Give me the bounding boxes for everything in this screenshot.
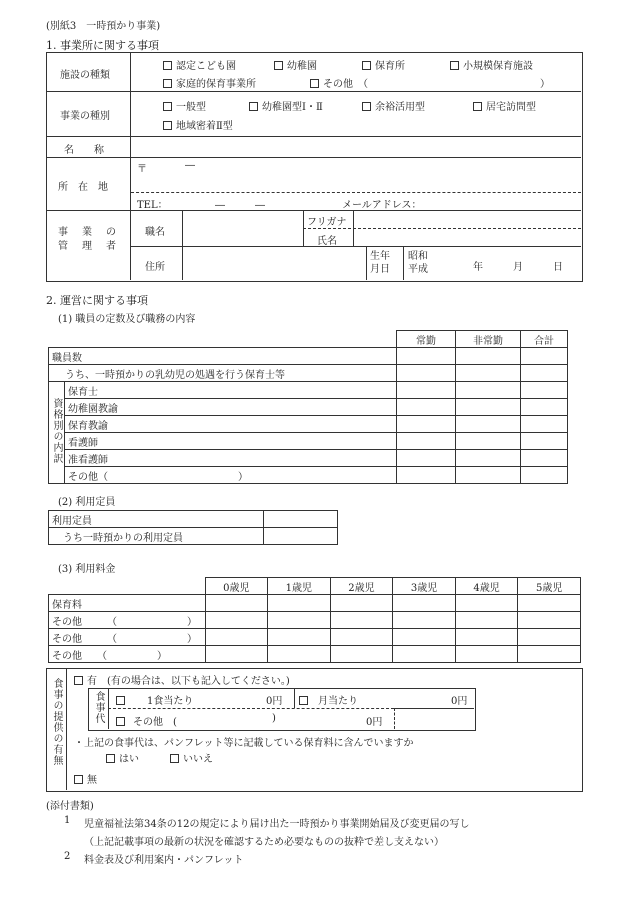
capacity-table bbox=[48, 510, 338, 545]
staff-cell[interactable] bbox=[456, 433, 521, 450]
qualification-row: 幼稚園教諭 bbox=[65, 399, 397, 416]
staff-header: 非常勤 bbox=[456, 331, 521, 348]
fee-header: 2歳児 bbox=[330, 578, 393, 595]
facility-option[interactable]: 家庭的保育事業所 bbox=[163, 75, 256, 90]
fee-header: 5歳児 bbox=[518, 578, 581, 595]
fee-cell[interactable] bbox=[268, 595, 331, 612]
fee-cell[interactable] bbox=[455, 612, 518, 629]
facility-option[interactable]: 認定こども園 bbox=[163, 57, 236, 72]
staff-cell[interactable] bbox=[397, 399, 456, 416]
attachment-number: 2 bbox=[64, 851, 71, 862]
facility-option[interactable]: 小規模保育施設 bbox=[450, 57, 533, 72]
staff-cell[interactable] bbox=[521, 348, 568, 365]
capacity-row-label: 利用定員 bbox=[49, 511, 264, 528]
fee-header: 1歳児 bbox=[268, 578, 331, 595]
qualification-row: 保育士 bbox=[65, 382, 397, 399]
date-units: 年 月 日 bbox=[473, 262, 563, 273]
meal-fee-box-gap bbox=[394, 708, 474, 730]
postal-mark: 〒 bbox=[137, 164, 147, 175]
capacity-cell[interactable] bbox=[264, 511, 338, 528]
address-label: 所 在 地 bbox=[58, 182, 108, 193]
name-field[interactable] bbox=[132, 139, 578, 155]
fee-header: 0歳児 bbox=[205, 578, 268, 595]
staff-cell[interactable] bbox=[521, 382, 568, 399]
fee-row-label: その他 （ ） bbox=[49, 646, 206, 663]
fee-cell[interactable] bbox=[393, 646, 456, 663]
staff-table bbox=[48, 330, 568, 484]
checkbox-icon bbox=[299, 696, 308, 705]
fee-cell[interactable] bbox=[330, 646, 393, 663]
manager-label: 事 業 の管 理 者 bbox=[58, 227, 118, 252]
fee-cell[interactable] bbox=[330, 629, 393, 646]
fee-cell[interactable] bbox=[455, 595, 518, 612]
staff-cell[interactable] bbox=[397, 348, 456, 365]
email-label: メールアドレス： bbox=[342, 200, 422, 211]
capacity-cell[interactable] bbox=[264, 528, 338, 545]
staff-cell[interactable] bbox=[456, 365, 521, 382]
checkbox-icon bbox=[163, 79, 172, 88]
fee-cell[interactable] bbox=[330, 612, 393, 629]
fee-row-label: その他 （ ） bbox=[49, 612, 206, 629]
staff-cell[interactable] bbox=[456, 348, 521, 365]
business-type-label: 事業の種別 bbox=[60, 111, 110, 122]
residence-label: 住所 bbox=[145, 262, 165, 273]
fee-row-label: 保育料 bbox=[49, 595, 206, 612]
business-option[interactable]: 幼稚園型Ⅰ・Ⅱ bbox=[249, 98, 323, 113]
checkbox-icon bbox=[163, 102, 172, 111]
postal-dash: ― bbox=[185, 160, 195, 171]
staff-cell[interactable] bbox=[521, 365, 568, 382]
fee-header: 4歳児 bbox=[455, 578, 518, 595]
fee-table bbox=[48, 577, 581, 663]
divider bbox=[303, 228, 581, 229]
fee-cell[interactable] bbox=[393, 629, 456, 646]
divider bbox=[131, 192, 581, 193]
checkbox-icon bbox=[362, 61, 371, 70]
checkbox-icon bbox=[74, 775, 83, 784]
staff-cell[interactable] bbox=[397, 382, 456, 399]
checkbox-icon bbox=[116, 696, 125, 705]
meal-other[interactable]: その他 ( bbox=[116, 713, 177, 728]
facility-option-other[interactable]: その他 （ bbox=[310, 75, 368, 90]
meal-per-month[interactable]: 月当たり bbox=[299, 692, 358, 707]
staff-sub-label: うち、一時預かりの乳幼児の処遇を行う保育士等 bbox=[49, 365, 397, 382]
meal-other-yen: 0円 bbox=[366, 717, 383, 728]
checkbox-icon bbox=[473, 102, 482, 111]
checkbox-icon bbox=[163, 61, 172, 70]
staff-cell[interactable] bbox=[521, 399, 568, 416]
fee-cell[interactable] bbox=[455, 646, 518, 663]
dob-label: 生年月日 bbox=[370, 251, 390, 275]
staff-cell[interactable] bbox=[397, 365, 456, 382]
checkbox-icon bbox=[106, 754, 115, 763]
checkbox-icon bbox=[362, 102, 371, 111]
staff-cell[interactable] bbox=[397, 450, 456, 467]
meals-included-question: ・上記の食事代は、パンフレット等に記載している保育料に含んでいますか bbox=[74, 738, 414, 749]
divider bbox=[66, 668, 67, 790]
section2-title: 2. 運営に関する事項 bbox=[46, 294, 148, 307]
tel-dashes: ― ― bbox=[215, 200, 265, 211]
staff-cell[interactable] bbox=[456, 416, 521, 433]
checkbox-icon bbox=[310, 79, 319, 88]
qualification-row: その他（ ） bbox=[65, 467, 397, 484]
checkbox-icon bbox=[249, 102, 258, 111]
staff-cell[interactable] bbox=[456, 382, 521, 399]
staff-cell[interactable] bbox=[456, 399, 521, 416]
position-label: 職名 bbox=[145, 227, 165, 238]
checkbox-icon bbox=[450, 61, 459, 70]
fee-cell[interactable] bbox=[205, 646, 268, 663]
divider bbox=[130, 246, 581, 247]
attachment-number: 1 bbox=[64, 815, 71, 826]
meals-included-no[interactable]: いいえ bbox=[170, 750, 213, 765]
fee-row-label: その他 （ ） bbox=[49, 629, 206, 646]
divider bbox=[108, 708, 394, 709]
facility-option[interactable]: 保育所 bbox=[362, 57, 405, 72]
capacity-row-label: うち一時預かりの利用定員 bbox=[49, 528, 264, 545]
fee-cell[interactable] bbox=[518, 629, 581, 646]
business-option[interactable]: 居宅訪問型 bbox=[473, 98, 536, 113]
fee-cell[interactable] bbox=[205, 595, 268, 612]
fee-header: 3歳児 bbox=[393, 578, 456, 595]
divider bbox=[394, 708, 395, 729]
checkbox-icon bbox=[274, 61, 283, 70]
qualification-row: 看護師 bbox=[65, 433, 397, 450]
fee-cell[interactable] bbox=[330, 595, 393, 612]
qualification-side bbox=[49, 382, 65, 484]
meal-fee-label: 食事代 bbox=[93, 691, 104, 724]
meal-other-close: ) bbox=[272, 713, 276, 724]
name-label: 名 称 bbox=[64, 145, 104, 156]
divider bbox=[46, 210, 581, 211]
divider bbox=[403, 246, 404, 280]
facility-other-close: ） bbox=[540, 79, 550, 90]
staff-cell[interactable] bbox=[397, 416, 456, 433]
checkbox-icon bbox=[116, 717, 125, 726]
divider bbox=[46, 136, 581, 137]
fee-cell[interactable] bbox=[268, 646, 331, 663]
attachments-title: (添付書類) bbox=[46, 801, 94, 812]
meals-included-yes[interactable]: はい bbox=[106, 750, 139, 765]
fullname-label: 氏名 bbox=[317, 236, 337, 247]
sub3-title: (3) 利用料金 bbox=[58, 564, 116, 575]
staff-cell[interactable] bbox=[397, 467, 456, 484]
fee-cell[interactable] bbox=[518, 612, 581, 629]
attachment-item: 児童福祉法第34条の12の規定により届け出た一時預かり事業開始届及び変更届の写し bbox=[84, 819, 470, 830]
staff-cell[interactable] bbox=[521, 450, 568, 467]
business-option[interactable]: 余裕活用型 bbox=[362, 98, 425, 113]
fee-cell[interactable] bbox=[455, 629, 518, 646]
checkbox-icon bbox=[74, 676, 83, 685]
staff-cell[interactable] bbox=[521, 416, 568, 433]
meal-per-meal-yen: 0円 bbox=[266, 696, 283, 707]
meals-side-label: 食事の提供の有無 bbox=[51, 678, 62, 766]
qualification-label: 資格別の内訳 bbox=[51, 398, 62, 464]
divider bbox=[46, 157, 581, 158]
staff-cell[interactable] bbox=[521, 467, 568, 484]
business-option[interactable]: 一般型 bbox=[163, 98, 206, 113]
divider bbox=[294, 688, 295, 708]
staff-header: 常勤 bbox=[397, 331, 456, 348]
tel-label: TEL： bbox=[137, 200, 168, 211]
furigana-label: フリガナ bbox=[307, 217, 347, 228]
checkbox-icon bbox=[163, 121, 172, 130]
fee-cell[interactable] bbox=[268, 612, 331, 629]
fee-cell[interactable] bbox=[393, 595, 456, 612]
fee-cell[interactable] bbox=[205, 629, 268, 646]
staff-header: 合計 bbox=[521, 331, 568, 348]
meals-yes[interactable]: 有 (有の場合は、以下も記入してください。) bbox=[74, 672, 290, 687]
qualification-row: 准看護師 bbox=[65, 450, 397, 467]
attachment-note: （上記記載事項の最新の状況を確認するため必要なものの抜粋で差し支えない） bbox=[84, 837, 444, 848]
staff-cell[interactable] bbox=[456, 450, 521, 467]
facility-option[interactable]: 幼稚園 bbox=[274, 57, 317, 72]
meals-no[interactable]: 無 bbox=[74, 771, 97, 786]
fee-cell[interactable] bbox=[518, 595, 581, 612]
meal-per-month-yen: 0円 bbox=[451, 696, 468, 707]
sub1-title: (1) 職員の定数及び職務の内容 bbox=[58, 314, 196, 325]
checkbox-icon bbox=[170, 754, 179, 763]
fee-cell[interactable] bbox=[518, 646, 581, 663]
divider bbox=[46, 91, 581, 92]
qualification-row: 保育教諭 bbox=[65, 416, 397, 433]
section1-title: 1. 事業所に関する事項 bbox=[46, 39, 159, 52]
business-option[interactable]: 地域密着Ⅱ型 bbox=[163, 117, 233, 132]
staff-cell[interactable] bbox=[456, 467, 521, 484]
fee-cell[interactable] bbox=[268, 629, 331, 646]
staff-cell[interactable] bbox=[521, 433, 568, 450]
facility-type-label: 施設の種類 bbox=[60, 70, 110, 81]
fee-cell[interactable] bbox=[393, 612, 456, 629]
divider bbox=[182, 210, 183, 280]
divider bbox=[366, 246, 367, 280]
form-tag: (別紙3 一時預かり事業) bbox=[46, 21, 161, 32]
attachment-item: 料金表及び利用案内・パンフレット bbox=[84, 855, 244, 866]
sub2-title: (2) 利用定員 bbox=[58, 497, 116, 508]
era-label: 昭和平成 bbox=[408, 251, 428, 275]
meal-per-meal[interactable]: 1食当たり bbox=[116, 692, 193, 707]
staff-count-label: 職員数 bbox=[49, 348, 397, 365]
staff-cell[interactable] bbox=[397, 433, 456, 450]
fee-cell[interactable] bbox=[205, 612, 268, 629]
